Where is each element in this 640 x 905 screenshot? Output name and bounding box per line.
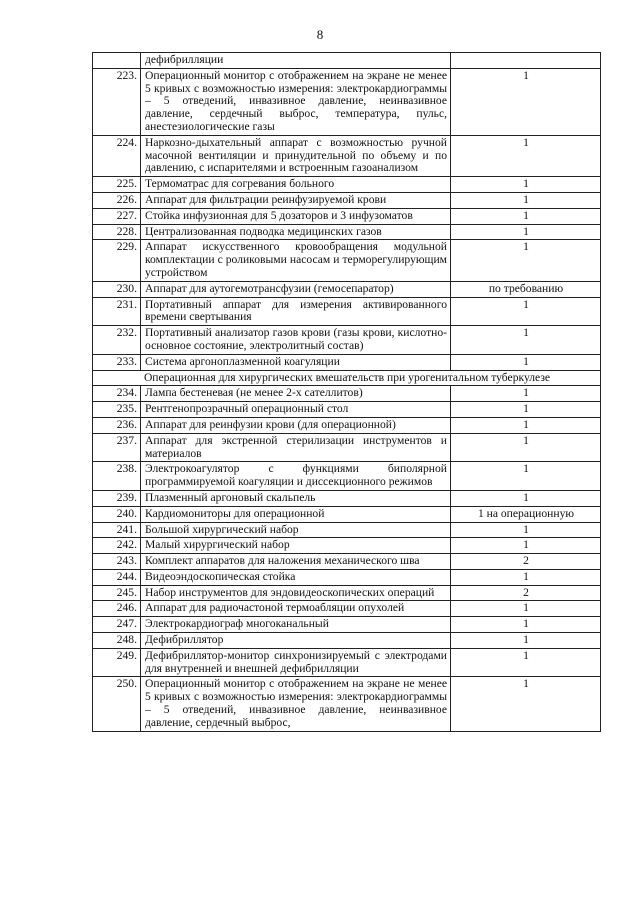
equipment-quantity: 1 (451, 522, 601, 538)
equipment-quantity: 1 (451, 135, 601, 176)
table-row (93, 354, 601, 370)
row-number: 243. (93, 554, 141, 570)
table-row (93, 569, 601, 585)
table-row (93, 538, 601, 554)
equipment-name: дефибрилляции (141, 53, 451, 69)
row-number: 234. (93, 386, 141, 402)
equipment-quantity: 1 (451, 177, 601, 193)
row-number: 248. (93, 633, 141, 649)
equipment-quantity: 1 (451, 354, 601, 370)
table-row (93, 617, 601, 633)
equipment-quantity: 1 (451, 462, 601, 491)
equipment-name: Аппарат для экстренной стерилизации инструментов и материалов (141, 433, 451, 462)
equipment-name: Портативный аппарат для измерения активированного времени свертывания (141, 297, 451, 326)
table-row (93, 240, 601, 281)
row-number: 233. (93, 354, 141, 370)
row-number: 232. (93, 326, 141, 355)
row-number: 228. (93, 224, 141, 240)
table-row (93, 177, 601, 193)
row-number: 246. (93, 601, 141, 617)
equipment-quantity: 1 (451, 569, 601, 585)
equipment-name: Аппарат для радиочастоной термоабляции опухолей (141, 601, 451, 617)
equipment-name: Аппарат для аутогемотрансфузии (гемосепаратор) (141, 281, 451, 297)
equipment-name: Видеоэндоскопическая стойка (141, 569, 451, 585)
table-row (93, 522, 601, 538)
row-number: 244. (93, 569, 141, 585)
equipment-name: Термоматрас для согревания больного (141, 177, 451, 193)
row-number: 231. (93, 297, 141, 326)
row-number: 236. (93, 417, 141, 433)
row-number: 229. (93, 240, 141, 281)
equipment-quantity: 1 (451, 490, 601, 506)
equipment-name: Стойка инфузионная для 5 дозаторов и 3 инфузоматов (141, 208, 451, 224)
table-row (93, 633, 601, 649)
row-number: 239. (93, 490, 141, 506)
equipment-quantity: 1 (451, 208, 601, 224)
table-row (93, 208, 601, 224)
equipment-quantity: 1 (451, 433, 601, 462)
row-number: 226. (93, 192, 141, 208)
equipment-name: Операционный монитор с отображением на экране не менее 5 кривых с возможностью измерения: электрокардиограммы – 5 отведений, инвазивное давление, неинвазивное давление, сердечный выброс, температура, пульс, анестезиологические газы (141, 68, 451, 135)
page-number: 8 (316, 27, 324, 42)
equipment-name: Набор инструментов для эндовидеоскопических операций (141, 585, 451, 601)
equipment-name: Дефибриллятор-монитор синхронизируемый с электродами для внутренней и внешней дефибрилляции (141, 648, 451, 677)
table-row (93, 53, 601, 69)
row-number: 227. (93, 208, 141, 224)
row-number: 241. (93, 522, 141, 538)
row-number: 224. (93, 135, 141, 176)
section-heading: Операционная для хирургических вмешательств при урогенитальном туберкулезе (93, 370, 601, 386)
row-number: 242. (93, 538, 141, 554)
table-row (93, 462, 601, 491)
equipment-quantity: 1 (451, 601, 601, 617)
row-number: 245. (93, 585, 141, 601)
equipment-quantity: 1 (451, 417, 601, 433)
equipment-name: Аппарат для фильтрации реинфузируемой крови (141, 192, 451, 208)
table-row (93, 554, 601, 570)
equipment-quantity: 1 (451, 297, 601, 326)
table-row (93, 585, 601, 601)
row-number: 237. (93, 433, 141, 462)
equipment-name: Централизованная подводка медицинских газов (141, 224, 451, 240)
table-row (93, 326, 601, 355)
table-row (93, 297, 601, 326)
table-row (93, 648, 601, 677)
table-row (93, 490, 601, 506)
equipment-quantity: 1 (451, 648, 601, 677)
table-row (93, 601, 601, 617)
equipment-name: Аппарат для реинфузии крови (для операционной) (141, 417, 451, 433)
table-row (93, 386, 601, 402)
row-number: 238. (93, 462, 141, 491)
equipment-name: Рентгенопрозрачный операционный стол (141, 402, 451, 418)
row-number: 247. (93, 617, 141, 633)
equipment-quantity: по требованию (451, 281, 601, 297)
table-row (93, 417, 601, 433)
row-number: 230. (93, 281, 141, 297)
equipment-table (92, 52, 601, 732)
equipment-name: Электрокоагулятор с функциями биполярной программируемой коагуляции и диссекционного режимов (141, 462, 451, 491)
equipment-table-body (93, 53, 601, 732)
equipment-name: Наркозно-дыхательный аппарат с возможностью ручной масочной вентиляции и принудительной по объему и по давлению, с испарителями и встроенным газоанализом (141, 135, 451, 176)
equipment-quantity: 1 (451, 633, 601, 649)
table-row (93, 224, 601, 240)
equipment-name: Система аргоноплазменной коагуляции (141, 354, 451, 370)
table-row (93, 677, 601, 731)
equipment-name: Электрокардиограф многоканальный (141, 617, 451, 633)
equipment-quantity: 2 (451, 554, 601, 570)
table-row (93, 135, 601, 176)
table-row (93, 402, 601, 418)
row-number (93, 53, 141, 69)
row-number: 240. (93, 506, 141, 522)
equipment-quantity: 1 (451, 617, 601, 633)
table-row (93, 433, 601, 462)
equipment-name: Аппарат искусственного кровообращения модульной комплектации с роликовыми насосам и терморегулирующим устройством (141, 240, 451, 281)
equipment-name: Дефибриллятор (141, 633, 451, 649)
equipment-quantity: 1 (451, 538, 601, 554)
section-row (93, 370, 601, 386)
row-number: 249. (93, 648, 141, 677)
equipment-name: Большой хирургический набор (141, 522, 451, 538)
equipment-name: Кардиомониторы для операционной (141, 506, 451, 522)
equipment-name: Лампа бестеневая (не менее 2-х сателлитов) (141, 386, 451, 402)
equipment-quantity: 1 (451, 68, 601, 135)
equipment-name: Малый хирургический набор (141, 538, 451, 554)
equipment-quantity: 1 (451, 402, 601, 418)
equipment-quantity: 1 (451, 386, 601, 402)
table-row (93, 281, 601, 297)
equipment-quantity: 2 (451, 585, 601, 601)
equipment-quantity: 1 (451, 192, 601, 208)
equipment-name: Плазменный аргоновый скальпель (141, 490, 451, 506)
table-row (93, 506, 601, 522)
equipment-quantity: 1 на операционную (451, 506, 601, 522)
equipment-quantity: 1 (451, 240, 601, 281)
row-number: 225. (93, 177, 141, 193)
equipment-name: Операционный монитор с отображением на экране не менее 5 кривых с возможностью измерения: электрокардиограммы – 5 отведений, инвазивное давление, неинвазивное давление, сердечный выброс, (141, 677, 451, 731)
row-number: 235. (93, 402, 141, 418)
equipment-quantity (451, 53, 601, 69)
equipment-quantity: 1 (451, 326, 601, 355)
equipment-name: Портативный анализатор газов крови (газы крови, кислотно-основное состояние, электролитный состав) (141, 326, 451, 355)
equipment-name: Комплект аппаратов для наложения механического шва (141, 554, 451, 570)
row-number: 223. (93, 68, 141, 135)
equipment-quantity: 1 (451, 677, 601, 731)
equipment-quantity: 1 (451, 224, 601, 240)
row-number: 250. (93, 677, 141, 731)
table-row (93, 68, 601, 135)
table-row (93, 192, 601, 208)
